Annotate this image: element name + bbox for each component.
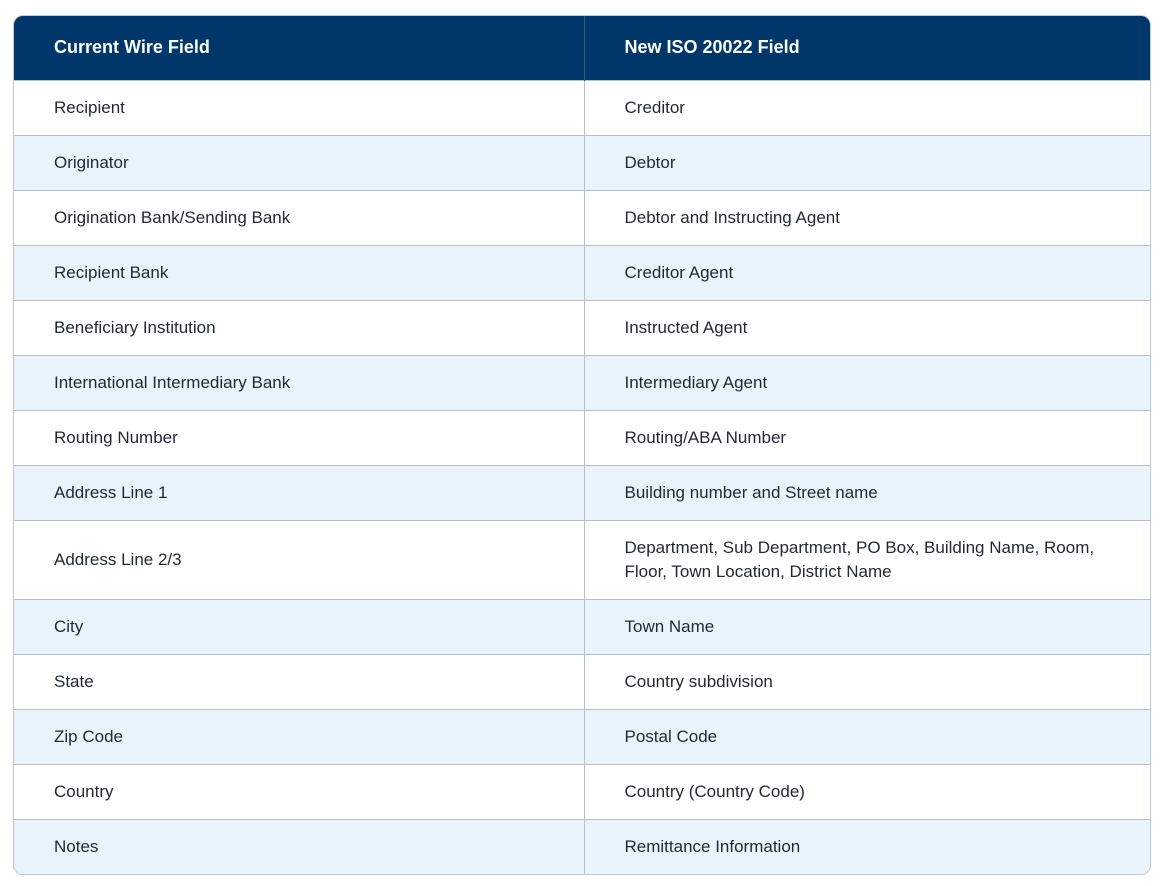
iso-field-cell: Country subdivision	[584, 654, 1150, 709]
iso-field-cell: Department, Sub Department, PO Box, Building Name, Room, Floor, Town Location, District Name	[584, 520, 1150, 599]
column-header-current-wire-field: Current Wire Field	[14, 16, 584, 80]
table-body	[14, 80, 1150, 874]
current-field-cell: Notes	[14, 819, 584, 874]
table-row	[14, 709, 1150, 764]
iso-field-cell: Creditor	[584, 80, 1150, 135]
table-row	[14, 819, 1150, 874]
table-row	[14, 599, 1150, 654]
table-header	[14, 16, 1150, 80]
table-row	[14, 764, 1150, 819]
current-field-cell: State	[14, 654, 584, 709]
iso-field-cell: Postal Code	[584, 709, 1150, 764]
field-mapping-table-container	[13, 15, 1151, 875]
iso-field-cell: Debtor	[584, 135, 1150, 190]
table-row	[14, 300, 1150, 355]
current-field-cell: Routing Number	[14, 410, 584, 465]
current-field-cell: Originator	[14, 135, 584, 190]
current-field-cell: International Intermediary Bank	[14, 355, 584, 410]
table-row	[14, 245, 1150, 300]
current-field-cell: Country	[14, 764, 584, 819]
table-row	[14, 355, 1150, 410]
current-field-cell: Address Line 1	[14, 465, 584, 520]
current-field-cell: Origination Bank/Sending Bank	[14, 190, 584, 245]
table-row	[14, 520, 1150, 599]
table-row	[14, 654, 1150, 709]
iso-field-cell: Remittance Information	[584, 819, 1150, 874]
table-row	[14, 410, 1150, 465]
current-field-cell: City	[14, 599, 584, 654]
iso-field-cell: Creditor Agent	[584, 245, 1150, 300]
iso-field-cell: Town Name	[584, 599, 1150, 654]
table-row	[14, 465, 1150, 520]
iso-field-cell: Intermediary Agent	[584, 355, 1150, 410]
table-row	[14, 135, 1150, 190]
table-row	[14, 190, 1150, 245]
iso-field-cell: Routing/ABA Number	[584, 410, 1150, 465]
header-row	[14, 16, 1150, 80]
iso-field-cell: Building number and Street name	[584, 465, 1150, 520]
iso-field-cell: Debtor and Instructing Agent	[584, 190, 1150, 245]
current-field-cell: Zip Code	[14, 709, 584, 764]
current-field-cell: Beneficiary Institution	[14, 300, 584, 355]
iso-field-cell: Country (Country Code)	[584, 764, 1150, 819]
field-mapping-table	[14, 16, 1150, 874]
iso-field-cell: Instructed Agent	[584, 300, 1150, 355]
current-field-cell: Recipient	[14, 80, 584, 135]
current-field-cell: Recipient Bank	[14, 245, 584, 300]
column-header-new-iso-20022-field: New ISO 20022 Field	[584, 16, 1150, 80]
table-row	[14, 80, 1150, 135]
current-field-cell: Address Line 2/3	[14, 520, 584, 599]
